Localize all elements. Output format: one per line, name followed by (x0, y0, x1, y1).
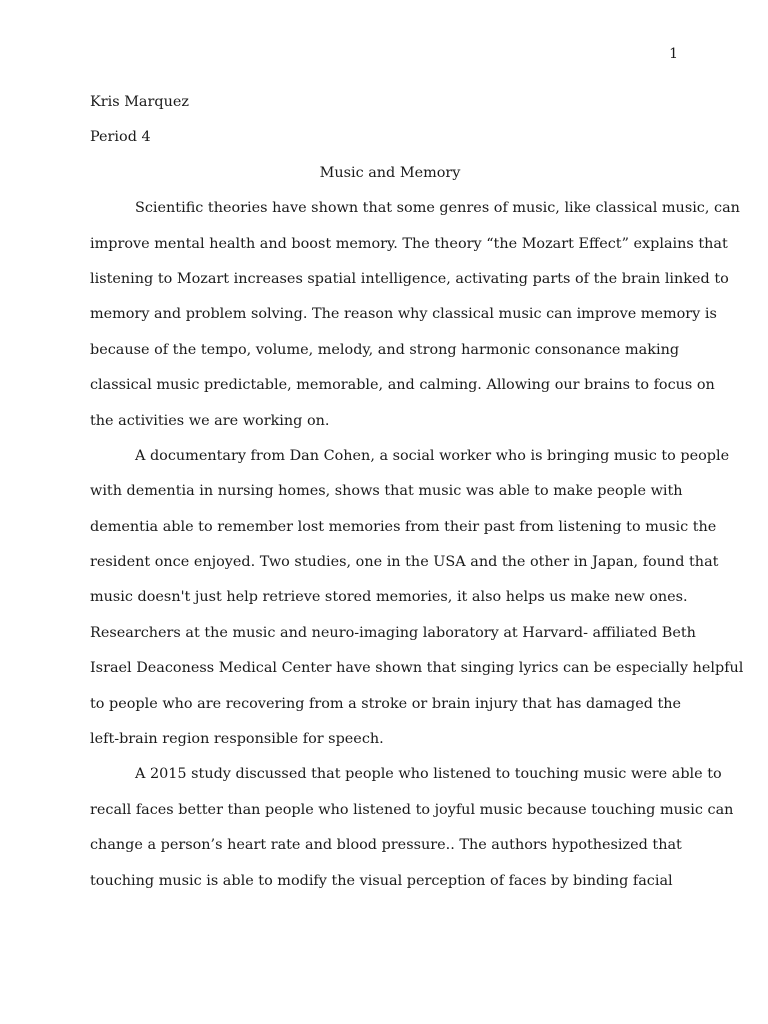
paragraph-line: the activities we are working on. (90, 412, 330, 429)
paragraph-line: music doesn't just help retrieve stored memories, it also helps us make new ones. (90, 589, 688, 606)
author-name: Kris Marquez (90, 94, 189, 110)
page-number: 1 (669, 46, 678, 62)
document-body (90, 90, 744, 904)
paragraph-line: resident once enjoyed. Two studies, one in the USA and the other in Japan, found that (90, 554, 719, 571)
paragraph-2 (90, 444, 744, 763)
paragraph-line: Researchers at the music and neuro-imaging laboratory at Harvard- affiliated Beth (90, 624, 696, 641)
paragraph-line: because of the tempo, volume, melody, and strong harmonic consonance making (90, 341, 680, 358)
paragraph-line: to people who are recovering from a stroke or brain injury that has damaged the (90, 695, 682, 712)
paragraph-line: improve mental health and boost memory. The theory “the Mozart Effect” explains that (90, 235, 728, 252)
paragraph-line: Scientific theories have shown that some genres of music, like classical music, can (135, 200, 740, 217)
class-period: Period 4 (90, 129, 151, 146)
paragraph-3 (90, 762, 734, 904)
paragraph-line: A 2015 study discussed that people who listened to touching music were able to (135, 766, 722, 783)
document-title: Music and Memory (319, 164, 461, 181)
paragraph-line: classical music predictable, memorable, and calming. Allowing our brains to focus on (90, 377, 715, 394)
paragraph-line: A documentary from Dan Cohen, a social worker who is bringing music to people (135, 447, 730, 464)
paragraph-line: dementia able to remember lost memories from their past from listening to music the (90, 518, 717, 535)
paragraph-line: with dementia in nursing homes, shows that music was able to make people with (90, 483, 683, 500)
paragraph-line: change a person’s heart rate and blood pressure.. The authors hypothesized that (90, 837, 682, 854)
paragraph-line: touching music is able to modify the visual perception of faces by binding facial (90, 872, 673, 889)
paragraph-line: recall faces better than people who listened to joyful music because touching music can (90, 801, 734, 818)
paragraph-line: listening to Mozart increases spatial intelligence, activating parts of the brain linked to (90, 270, 729, 287)
paragraph-line: memory and problem solving. The reason why classical music can improve memory is (90, 306, 717, 323)
paragraph-line: Israel Deaconess Medical Center have shown that singing lyrics can be especially helpful (90, 660, 744, 677)
paragraph-line: left-brain region responsible for speech. (90, 731, 384, 748)
paragraph-1 (90, 196, 740, 444)
